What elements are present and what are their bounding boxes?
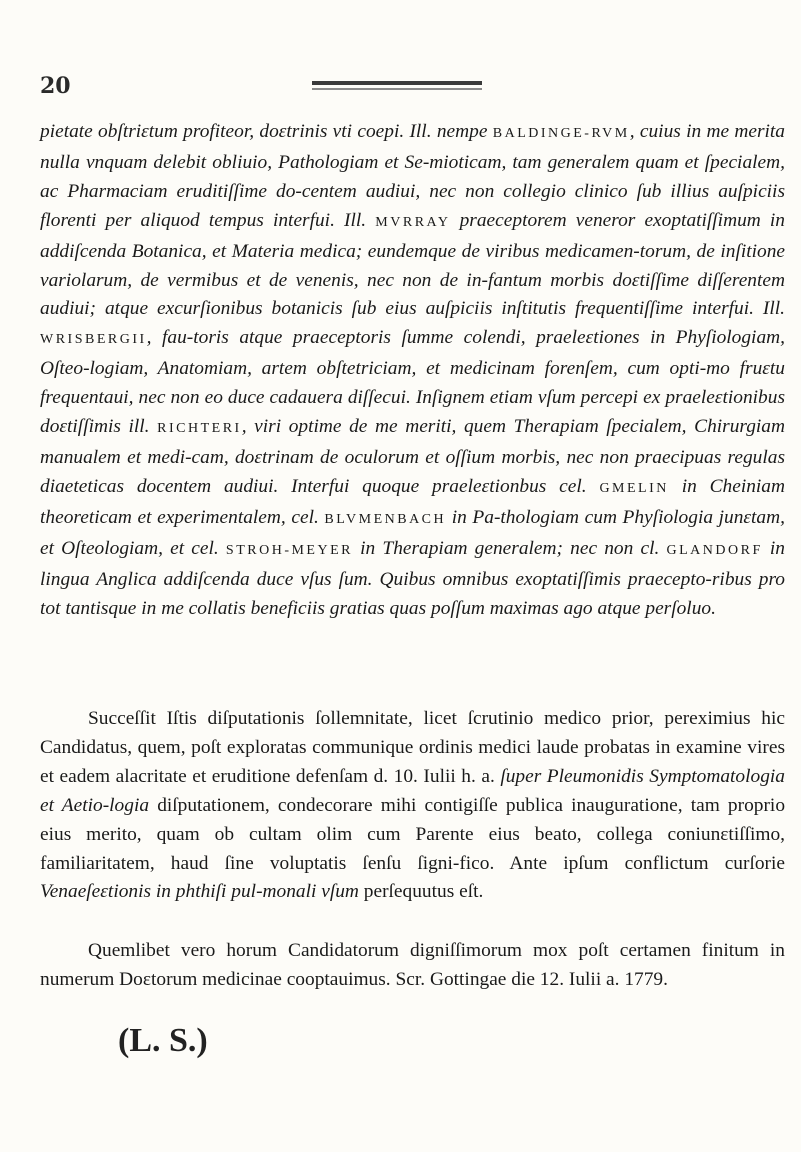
para1-text-4: , fau-toris atque praeceptoris ſumme colendi, praeleɛtiones in Phyſiologiam, Oſteo-logiam, Anatomiam, artem obſtetriciam, et medicinam forenſem, cum opti-mo fruɛtu frequentaui, nec non eo duce cadauera diſſecui. Inſignem etiam vſum percepi ex praeleɛtionibus doɛtiſſimis ill.	[40, 327, 785, 438]
header-rule	[312, 81, 482, 85]
name-murray: MVRRAY	[375, 214, 451, 230]
para1-text-9: in lingua Anglica addiſcenda duce vſus ſum. Quibus omnibus exoptatiſſimis praecepto-ribus pro tot tantisque in me collatis beneficiis gratias quas poſſum maximas ago atque perſoluo.	[40, 537, 786, 619]
paragraph-acknowledgements	[40, 118, 785, 623]
para2-text-2: diſputationem, condecorare mihi contigiſſe publica inauguratione, tam proprio eius merito, quam ob cultam olim cum Parente eius beato, collega coniunɛtiſſimo, familiaritatem, haud ſine voluptatis ſenſu ſigni-fico. Ante ipſum conflictum curſorie	[40, 794, 786, 874]
para1-text-5: , viri optime de me meriti, quem Therapiam ſpecialem, Chirurgiam manualem et medi-cam, doɛtrinam de oculorum et oſſium morbis, nec non praecipuas regulas diaeteticas docentem audiui. Interfui quoque praeleɛtionbus cel.	[40, 416, 785, 497]
para1-text-6: in Cheiniam theoreticam et experimentalem, cel.	[40, 475, 786, 528]
dissertation-title: ſuper Pleumonidis Symptomatologia et Aetio-logia	[40, 765, 785, 816]
para2-text-3: perſequutus eſt.	[358, 881, 484, 903]
para1-text-8: in Therapiam generalem; nec non cl.	[352, 537, 667, 559]
page-number: 20	[40, 73, 71, 99]
para1-text-3: praeceptorem veneror exoptatiſſimum in addiſcenda Botanica, et Materia medica; eundemque de viribus medicamen-torum, de inſitione variolarum, de vermibus et de venenis, nec non de in-fantum morbis doɛtiſſime diſſerentem audiui; atque excurſionibus botanicis ſub eius auſpiciis inſtitutis frequentiſſime interfui. Ill.	[40, 209, 786, 320]
name-blumenbach: BLVMENBACH	[324, 511, 447, 527]
name-strohmeyer: STROH-MEYER	[225, 542, 353, 558]
paragraph-disputation	[40, 705, 785, 907]
name-wrisberg: WRISBERGII	[40, 332, 147, 348]
para1-text-2: , cuius in me merita nulla vnquam delebit obliuio, Pathologiam et Se-mioticam, tam generalem quam et ſpecialem, ac Pharmaciam eruditiſſime do-centem audiui, nec non collegio clinico ſub illius auſpiciis florenti per aliquod tempus interfui. Ill.	[40, 121, 785, 231]
name-glandorf: GLANDORF	[666, 542, 763, 558]
name-gmelin: GMELIN	[599, 480, 669, 496]
locus-sigilli: (L. S.)	[118, 1022, 208, 1059]
paragraph-conclusion: Quemlibet vero horum Candidatorum digniſſimorum mox poſt certamen finitum in numerum Doɛtorum medicinae cooptauimus. Scr. Gottingae die 12. Iulii a. 1779.	[40, 940, 785, 990]
para2-text-1: Succeſſit Iſtis diſputationis ſollemnitate, licet ſcrutinio medico prior, pereximius hic Candidatus, quem, poſt exploratas communique ordinis medici laude probatas in examine vires et eadem alacritate et eruditione defenſam d. 10. Iulii h. a.	[40, 708, 785, 787]
name-richter: RICHTERI	[157, 421, 242, 437]
para1-text-7: in Pa-thologiam cum Phyſiologia junɛtam, et Oſteologiam, et cel.	[40, 506, 785, 559]
cursory-lecture-title: Venaeſeɛtionis in phthiſi pul-monali vſum	[40, 881, 359, 903]
name-baldinger: BALDINGE-RVM	[492, 126, 630, 141]
para1-text-1: pietate obſtriɛtum profiteor, doɛtrinis vti coepi. Ill. nempe	[40, 121, 493, 142]
